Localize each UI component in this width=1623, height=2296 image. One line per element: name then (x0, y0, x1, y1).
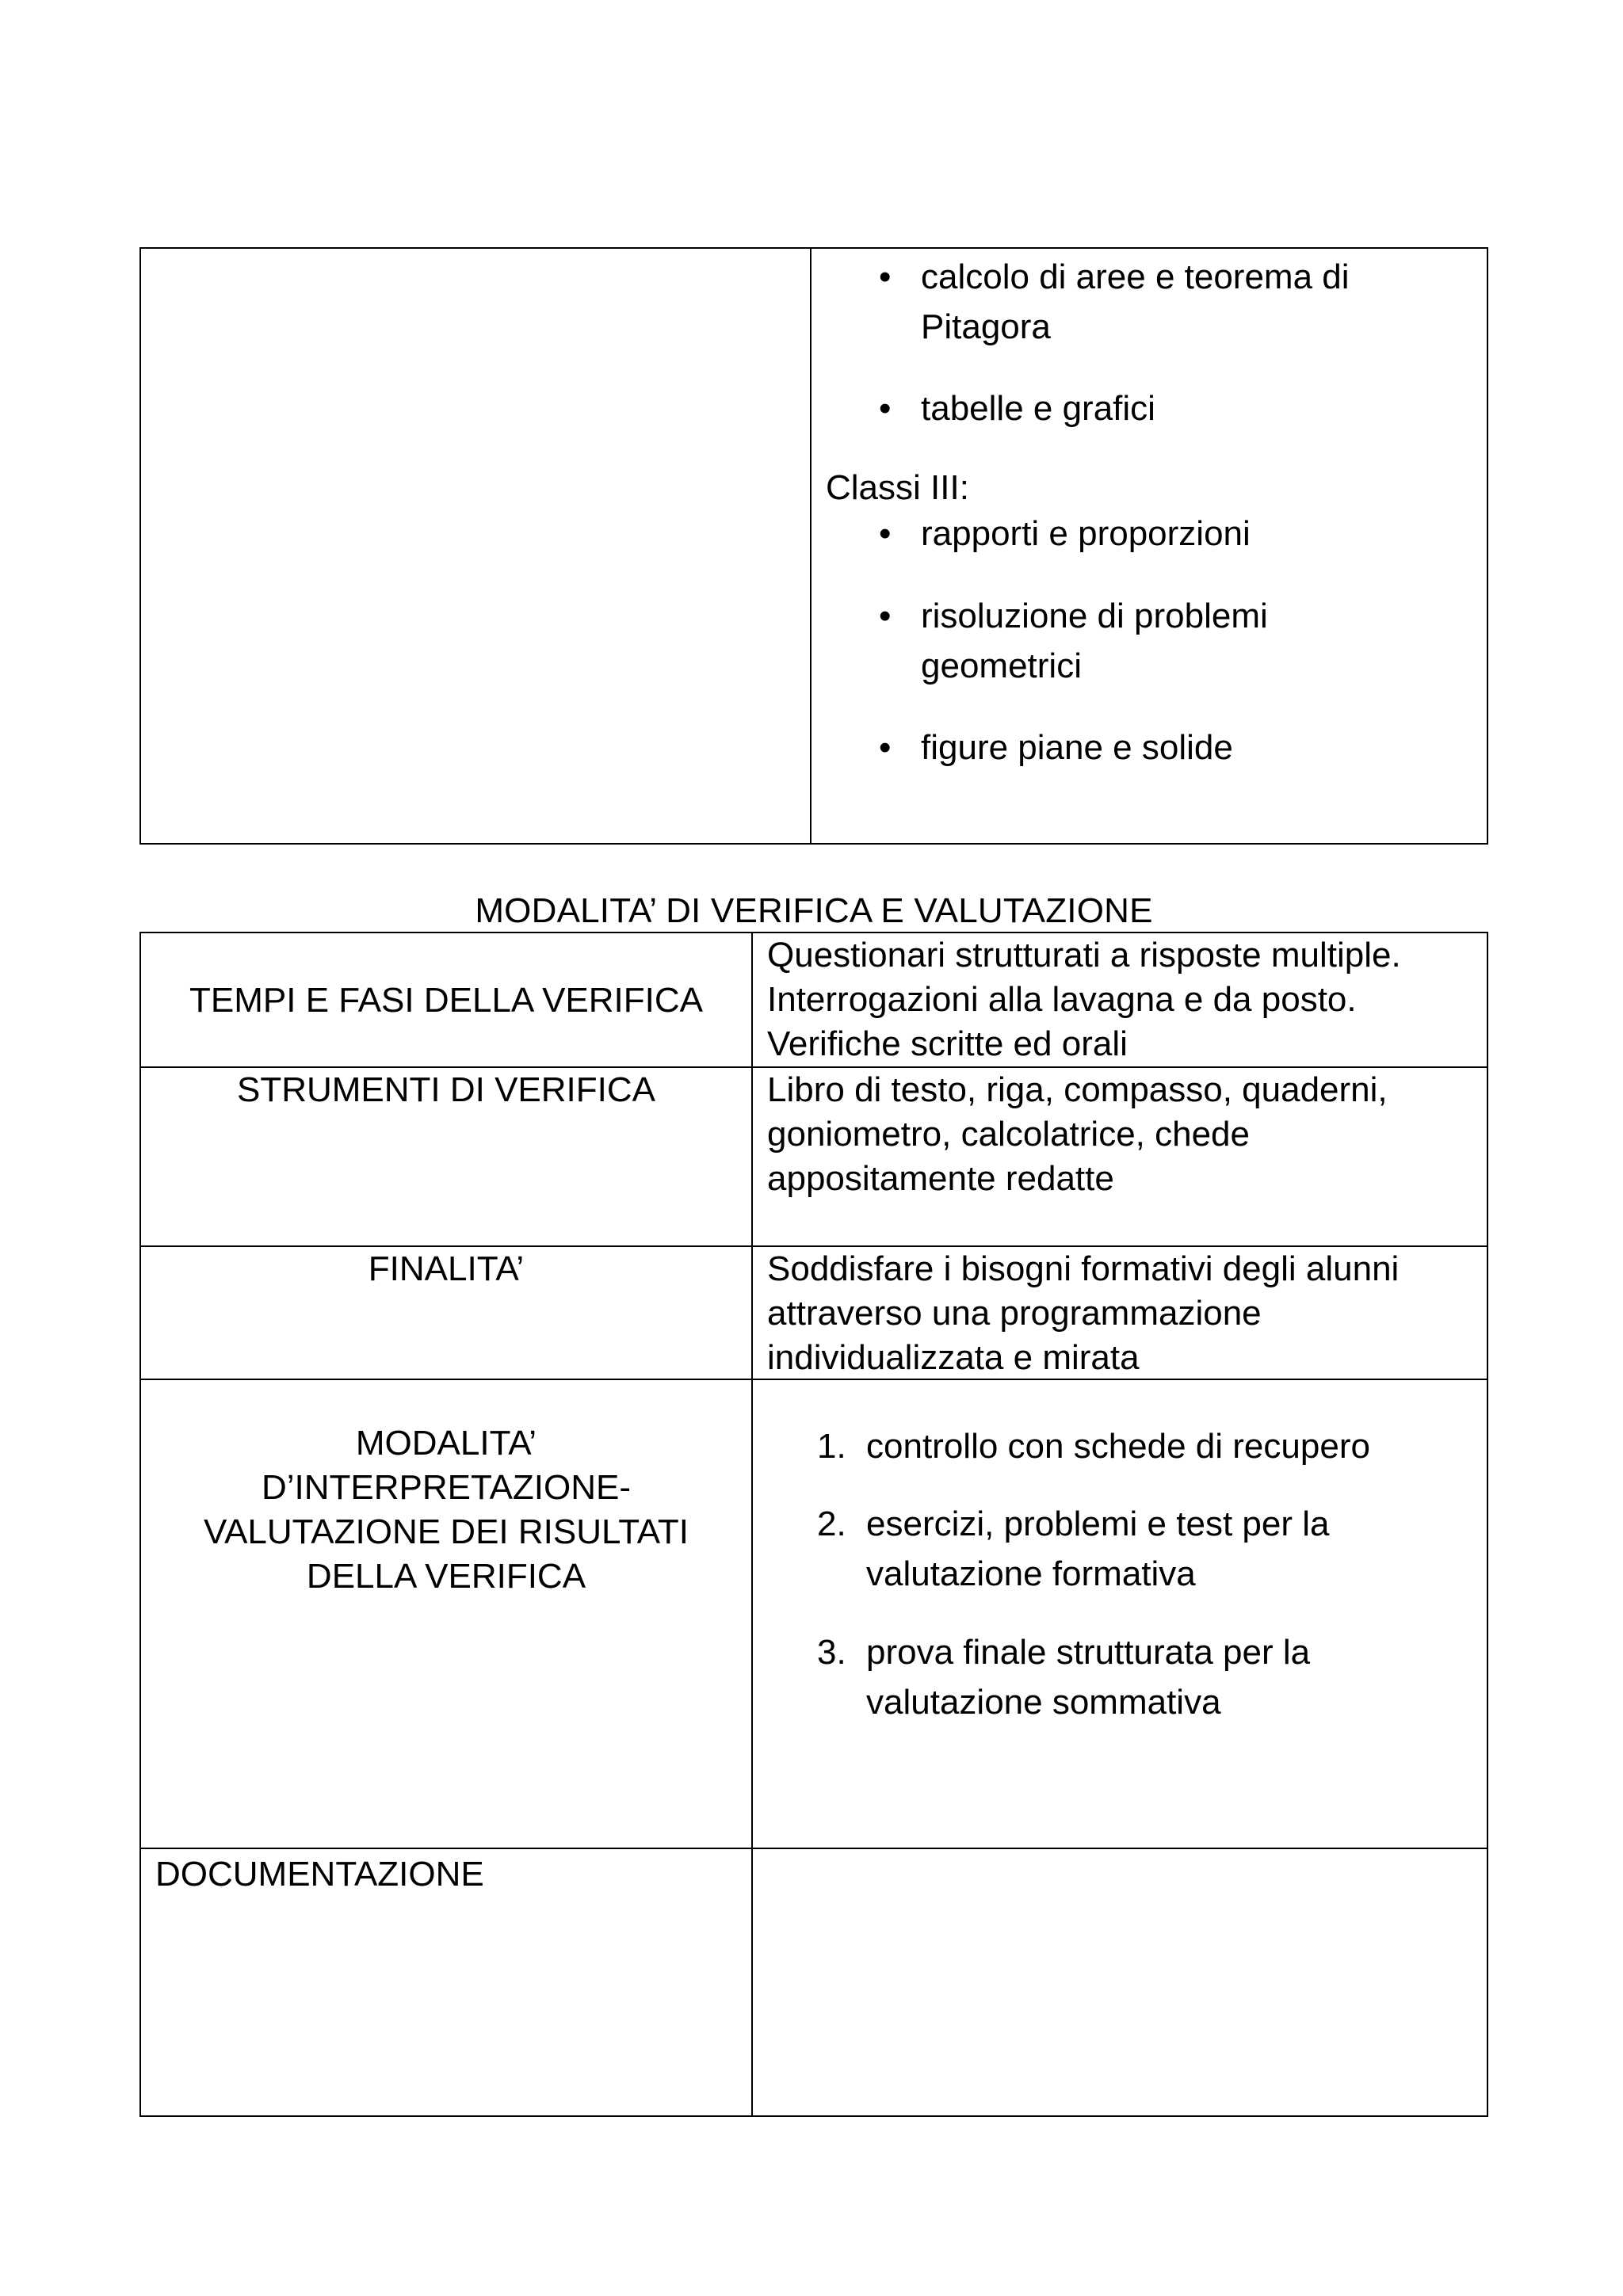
bullet-icon: • (879, 728, 892, 767)
row-content: Soddisfare i bisogni formativi degli alunni attraverso una programmazione individualizzata e mirata (767, 1249, 1400, 1377)
row-label: STRUMENTI DI VERIFICA (236, 1070, 656, 1109)
table-row (141, 1247, 1487, 1380)
list-item-text: risoluzione di problemi geometrici (921, 597, 1268, 685)
row-content-cell (753, 933, 1487, 1066)
bullet-icon: • (879, 257, 892, 296)
list-item-number: 2. (817, 1505, 846, 1543)
row-label: FINALITA’ (368, 1249, 525, 1288)
table-row (141, 1380, 1487, 1849)
row-label-cell (141, 933, 753, 1066)
list-item-text: rapporti e proporzioni (921, 514, 1251, 553)
table-row (141, 1849, 1487, 2115)
list-item-text: esercizi, problemi e test per la valutazione formativa (866, 1505, 1330, 1593)
row-label-cell (141, 1380, 753, 1848)
row-label: MODALITA’ D’INTERPRETAZIONE- VALUTAZIONE DEI RISULTATI DELLA VERIFICA (203, 1424, 689, 1596)
row-content-cell (753, 1380, 1487, 1848)
list-item-number: 1. (817, 1427, 846, 1466)
row-content-cell (753, 1849, 1487, 2115)
program-table-left-cell (141, 249, 812, 843)
row-content: Libro di testo, riga, compasso, quaderni, goniometro, calcolatrice, chede appositamente redatte (767, 1070, 1388, 1198)
list-item-text: tabelle e grafici (921, 389, 1155, 428)
classi-label: Classi III: (826, 468, 969, 507)
bullet-icon: • (879, 514, 892, 553)
row-content: Questionari strutturati a risposte multiple. Interrogazioni alla lavagna e da posto. Verifiche scritte ed orali (767, 936, 1401, 1063)
row-label: TEMPI E FASI DELLA VERIFICA (189, 981, 703, 1020)
list-item-text: figure piane e solide (921, 728, 1233, 767)
row-content-cell (753, 1247, 1487, 1379)
program-table-right-cell (812, 249, 1487, 843)
bullet-icon: • (879, 597, 892, 635)
row-label-cell (141, 1849, 753, 2115)
row-content-cell (753, 1068, 1487, 1245)
row-label: DOCUMENTAZIONE (155, 1855, 484, 1894)
list-item-text: calcolo di aree e teorema di Pitagora (921, 257, 1350, 346)
section-title: MODALITA’ DI VERIFICA E VALUTAZIONE (475, 891, 1153, 930)
table-row (141, 933, 1487, 1068)
row-label-cell (141, 1068, 753, 1245)
verification-table (139, 932, 1488, 2117)
list-item-number: 3. (817, 1633, 846, 1672)
list-item-text: controllo con schede di recupero (866, 1427, 1370, 1466)
list-item-text: prova finale strutturata per la valutazione sommativa (866, 1633, 1311, 1722)
program-table (139, 247, 1488, 845)
row-label-cell (141, 1247, 753, 1379)
table-row (141, 1068, 1487, 1247)
bullet-icon: • (879, 389, 892, 428)
